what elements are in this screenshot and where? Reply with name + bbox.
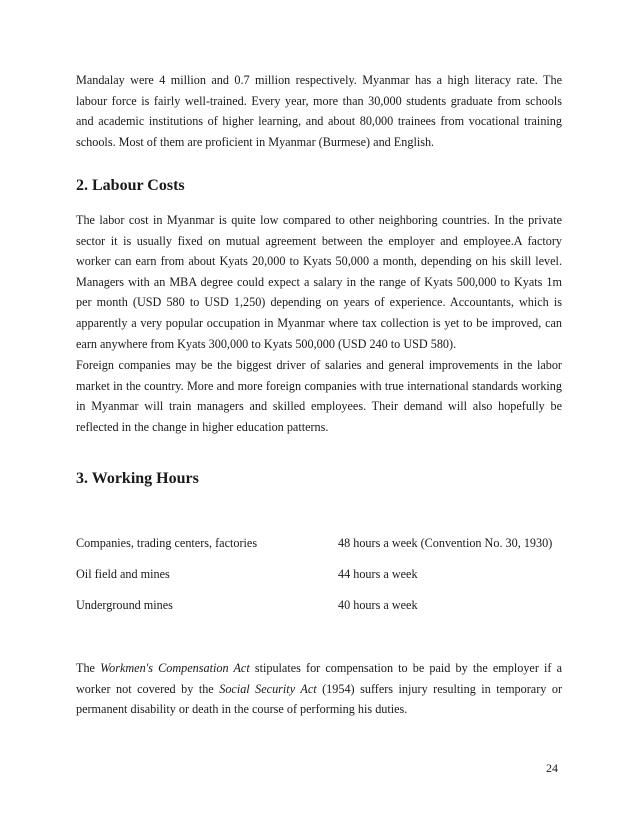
- section-heading-labour-costs: 2. Labour Costs: [76, 177, 185, 194]
- sector-cell: Oil field and mines: [76, 567, 170, 581]
- table-row: [76, 536, 566, 554]
- labour-costs-paragraph-2: Foreign companies may be the biggest driver of salaries and general improvements in the labor market in the country. More and more foreign companies with true international standards working in Myanmar will train managers and skilled employees. Their demand will also hopefully be reflected in the change in higher education patterns.: [76, 358, 562, 434]
- compensation-text-1: The: [76, 661, 101, 675]
- sector-cell: Underground mines: [76, 598, 173, 612]
- labour-costs-paragraph-1: The labor cost in Myanmar is quite low compared to other neighboring countries. In the private sector it is usually fixed on mutual agreement between the employer and employee.A factory worker can earn from about Kyats 20,000 to Kyats 50,000 a month, depending on his skill level. Managers with an MBA degree could expect a salary in the range of Kyats 500,000 to Kyats 1m per month (USD 580 to USD 1,250) depending on years of experience. Accountants, which is apparently a very popular occupation in Myanmar where tax collection is yet to be improved, can earn anywhere from Kyats 300,000 to Kyats 500,000 (USD 240 to USD 580).: [76, 213, 562, 351]
- sector-cell: Companies, trading centers, factories: [76, 536, 258, 550]
- hours-cell: 48 hours a week (Convention No. 30, 1930): [338, 536, 553, 550]
- compensation-text-2: stipulates for compensation to be paid by the employer if a worker not covered by the: [76, 661, 562, 696]
- table-row: [76, 567, 566, 585]
- page-number: 24: [546, 761, 558, 775]
- workmens-compensation-act: Workmen's Compensation Act: [100, 661, 250, 675]
- intro-paragraph: Mandalay were 4 million and 0.7 million respectively. Myanmar has a high literacy rate. The labour force is fairly well-trained. Every year, more than 30,000 students graduate from schools and academic institutions of higher learning, and about 80,000 trainees from vocational training schools. Most of them are proficient in Myanmar (Burmese) and English.: [76, 73, 562, 149]
- social-security-act: Social Security Act: [219, 681, 317, 696]
- compensation-text-3: (1954) suffers injury resulting in temporary or permanent disability or death in the course of performing his duties.: [76, 681, 562, 717]
- compensation-paragraph: [76, 658, 562, 720]
- hours-cell: 44 hours a week: [338, 567, 418, 581]
- table-row: [76, 598, 566, 616]
- hours-cell: 40 hours a week: [338, 598, 418, 612]
- section-heading-working-hours: 3. Working Hours: [76, 470, 199, 487]
